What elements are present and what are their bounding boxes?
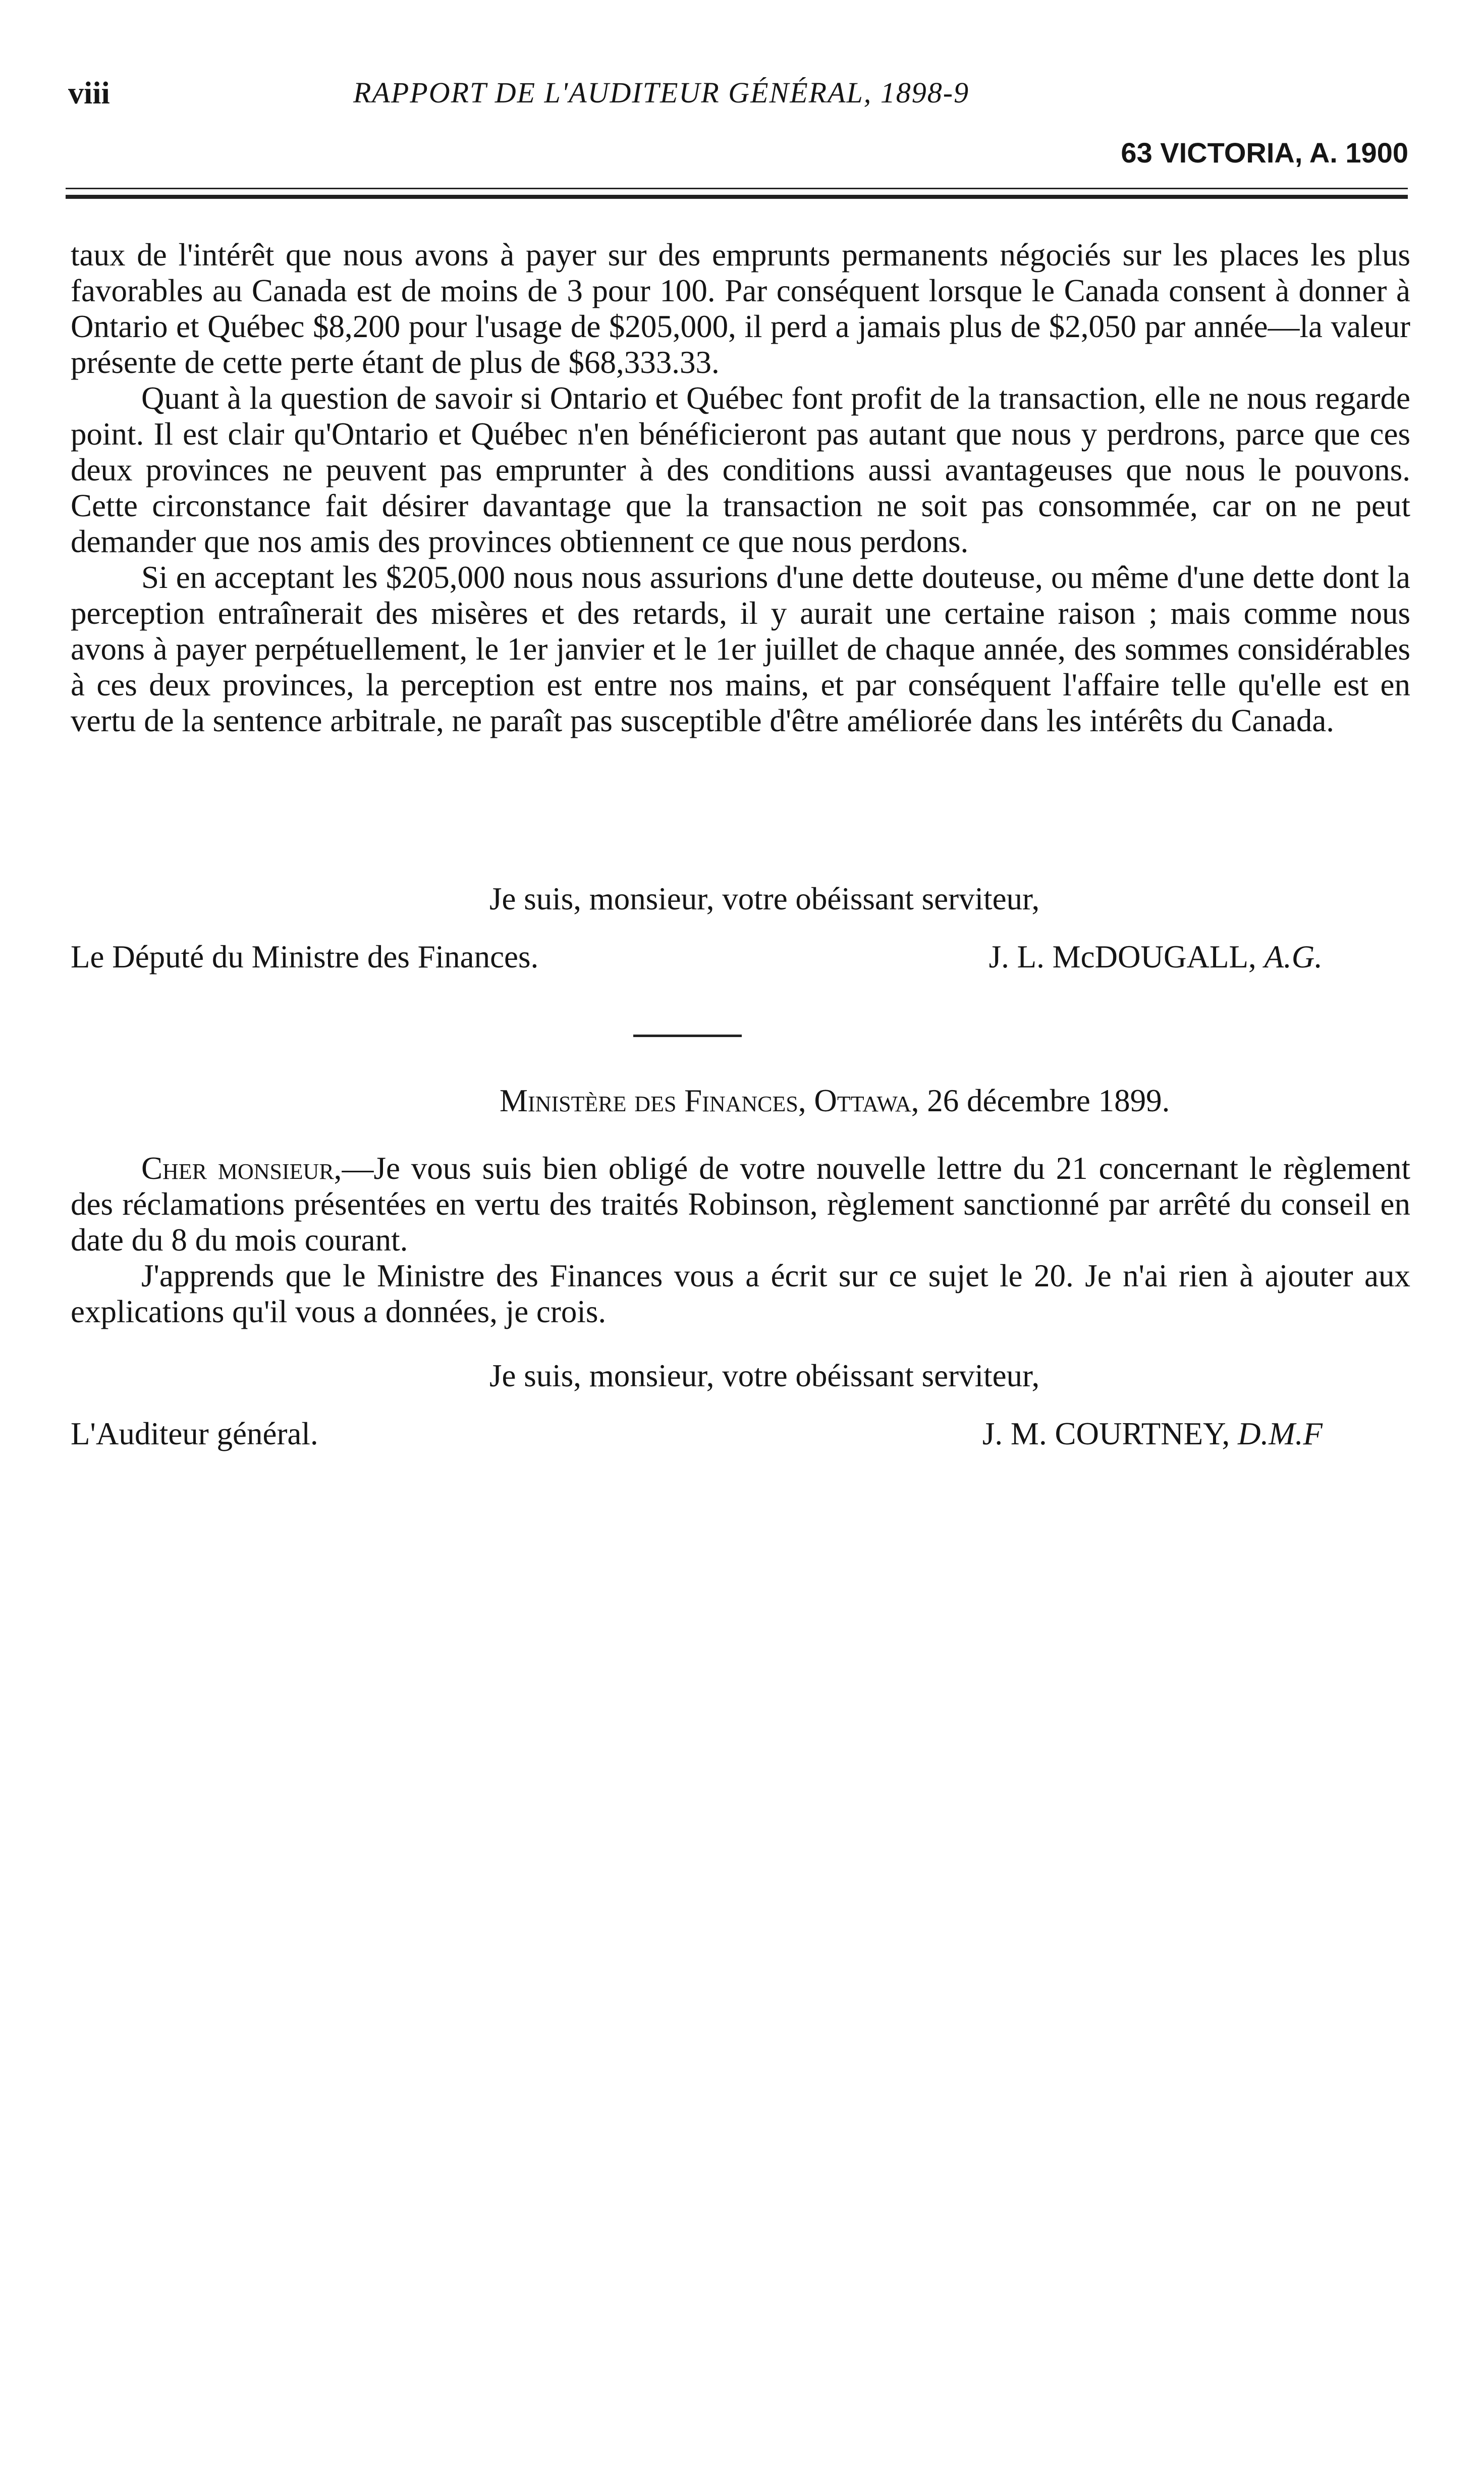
- page-number: viii: [68, 76, 110, 111]
- letter2-paragraph-2: J'apprends que le Ministre des Finances vous a écrit sur ce sujet le 20. Je n'ai rien à ajouter aux explications qu'il vous a données, je crois.: [71, 1258, 1410, 1329]
- letter2-paragraph-1: [71, 1151, 1410, 1258]
- letter2-paragraph-1-text: —Je vous suis bien obligé de votre nouvelle lettre du 21 concernant le règlement des réclamations présentées en vertu des traités Robinson, règlement sanctionné par arrêté du conseil en date du 8 du mois courant.: [71, 1151, 1410, 1258]
- letter2-addressee: L'Auditeur général.: [71, 1416, 318, 1451]
- letter1-closing: Je suis, monsieur, votre obéissant serviteur,: [489, 881, 1040, 916]
- letter2-signer-title: D.M.F: [1238, 1416, 1323, 1451]
- letter2-salutation: Cher monsieur,: [141, 1151, 342, 1186]
- letter2-dateline: [500, 1082, 1170, 1119]
- letter2-signature: [982, 1416, 1323, 1452]
- session-label: 63 VICTORIA, A. 1900: [1121, 137, 1408, 169]
- letter1-body: [71, 237, 1410, 739]
- letter1-paragraph-3: Si en acceptant les $205,000 nous nous assurions d'une dette douteuse, ou même d'une dette dont la perception entraînerait des misères et des retards, il y aurait une certaine raison ; mais comme nous avons à payer perpétuellement, le 1er janvier et le 1er juillet de chaque année, des sommes considérables à ces deux provinces, la perception est entre nos mains, et par conséquent l'affaire telle qu'elle est en vertu de la sentence arbitrale, ne paraît pas susceptible d'être améliorée dans les intérêts du Canada.: [71, 560, 1410, 738]
- running-title: RAPPORT DE L'AUDITEUR GÉNÉRAL, 1898-9: [353, 76, 970, 109]
- letter2-dateline-date: 26 décembre 1899.: [927, 1083, 1170, 1118]
- letter2-closing: Je suis, monsieur, votre obéissant serviteur,: [489, 1358, 1040, 1393]
- letter2-signer-name: J. M. COURTNEY,: [982, 1416, 1230, 1451]
- letter1-signer-title: A.G.: [1264, 939, 1323, 974]
- letter1-signature: [989, 939, 1323, 976]
- header-rule-thick: [66, 195, 1408, 199]
- letter1-paragraph-1: taux de l'intérêt que nous avons à payer sur des emprunts permanents négociés sur les places les plus favorables au Canada est de moins de 3 pour 100. Par conséquent lorsque le Canada consent à donner à Ontario et Québec $8,200 pour l'usage de $205,000, il perd a jamais plus de $2,050 par année—la valeur présente de cette perte étant de plus de $68,333.33.: [71, 237, 1410, 380]
- letter1-paragraph-2: Quant à la question de savoir si Ontario et Québec font profit de la transaction, elle ne nous regarde point. Il est clair qu'Ontario et Québec n'en bénéficieront pas autant que nous y perdrons, parce que ces deux provinces ne peuvent pas emprunter à des conditions aussi avantageuses que nous le pouvons. Cette circonstance fait désirer davantage que la transaction ne soit pas consommée, car on ne peut demander que nos amis des provinces obtiennent ce que nous perdons.: [71, 381, 1410, 559]
- letter2-body: [71, 1151, 1410, 1330]
- header-rule-thin: [66, 188, 1408, 189]
- letter2-dateline-place: Ministère des Finances, Ottawa,: [500, 1083, 919, 1118]
- letter1-addressee: Le Député du Ministre des Finances.: [71, 939, 539, 974]
- section-separator: [633, 1035, 742, 1037]
- letter1-signer-name: J. L. McDOUGALL,: [988, 939, 1256, 974]
